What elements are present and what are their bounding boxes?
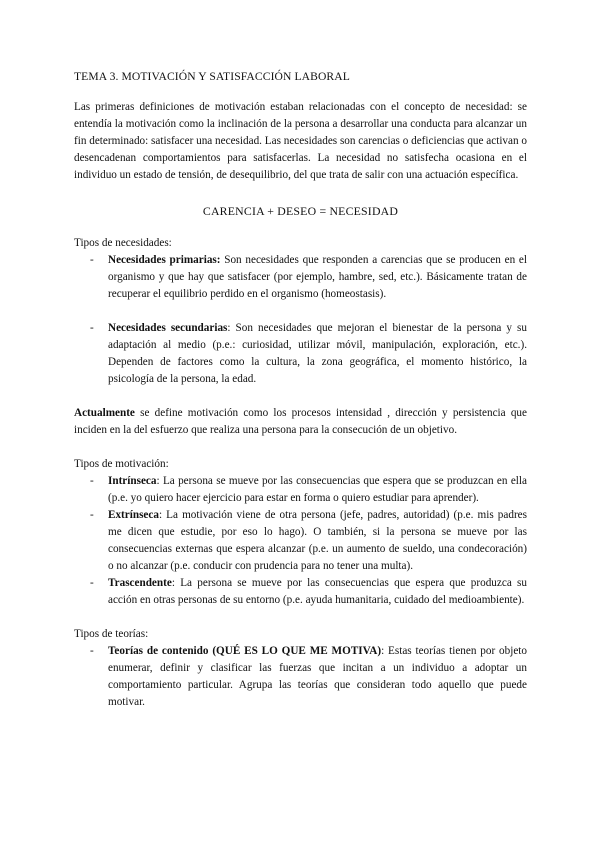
spacer: [74, 609, 527, 626]
item-term: Trascendente: [108, 577, 172, 589]
dash-bullet: -: [90, 322, 94, 334]
theories-list: [74, 643, 527, 711]
list-item: [74, 320, 527, 388]
item-term: Teorías de contenido (QUÉ ES LO QUE ME MOTIVA): [108, 645, 382, 657]
spacer: [74, 439, 527, 456]
list-item: [74, 252, 527, 303]
list-item: [74, 575, 527, 609]
page-title: TEMA 3. MOTIVACIÓN Y SATISFACCIÓN LABORAL: [74, 70, 350, 83]
spacer: [74, 303, 527, 320]
motivation-heading: Tipos de motivación:: [74, 458, 169, 470]
item-text: : Son necesidades que mejoran el bienestar de la persona y su adaptación al medio (p.e.: curiosidad, utilizar móvil, manipulación, exploración, etc.). Dependen de factores como la cultura, la zona geográfica, el momento histórico, la psicología de la persona, la edad.: [108, 322, 527, 385]
definition-text: se define motivación como los procesos intensidad , dirección y persistencia que inciden en la del esfuerzo que realiza una persona para la consecución de un objetivo.: [74, 407, 527, 436]
intro-paragraph: Las primeras definiciones de motivación estaban relacionadas con el concepto de necesidad: se entendía la motivación como la inclinación de la persona a desarrollar una conducta para alcanzar un fin determinado: satisfacer una necesidad. Las necesidades son carencias o deficiencias que activan o desencadenan comportamientos para satisfacerlas. La necesidad no satisfecha ocasiona en el individuo un estado de tensión, de desequilibrio, del que trata de salir con una actuación específica.: [74, 101, 527, 181]
needs-heading: Tipos de necesidades:: [74, 237, 172, 249]
dash-bullet: -: [90, 254, 94, 266]
item-term: Necesidades primarias:: [108, 254, 221, 266]
item-text: : Estas teorías tienen por objeto enumerar, definir y clasificar las fuerzas que incitan a un individuo a adoptar un comportamiento particular. Agrupa las teorías que consideran todo aquello que puede motivar.: [108, 645, 527, 708]
item-text: : La motivación viene de otra persona (jefe, padres, autoridad) (p.e. mis padres me dicen que estudie, por eso lo hago). O también, si la persona se mueve por las consecuencias externas que espera alcanzar (p.e. un aumento de sueldo, una condecoración) o no alcanzar (p.e. conducir con prudencia para no tener una multa).: [108, 509, 527, 572]
dash-bullet: -: [90, 509, 94, 521]
list-item: [74, 473, 527, 507]
item-term: Intrínseca: [108, 475, 157, 487]
list-item: [74, 507, 527, 575]
dash-bullet: -: [90, 475, 94, 487]
theories-heading: Tipos de teorías:: [74, 628, 149, 640]
item-text: : La persona se mueve por las consecuencias que espera que produzca su acción en otras personas de su entorno (p.e. ayuda humanitaria, cuidado del medioambiente).: [108, 577, 527, 606]
spacer: [74, 388, 527, 405]
item-term: Necesidades secundarias: [108, 322, 228, 334]
motivation-list: [74, 473, 527, 609]
dash-bullet: -: [90, 577, 94, 589]
item-text: : La persona se mueve por las consecuencias que espera que se produzcan en ella (p.e. yo quiero hacer ejercicio para estar en forma o quiero estudiar para aprender).: [108, 475, 527, 504]
dash-bullet: -: [90, 645, 94, 657]
need-formula: CARENCIA + DESEO = NECESIDAD: [202, 204, 399, 218]
needs-list: [74, 252, 527, 388]
item-term: Extrínseca: [108, 509, 159, 521]
definition-paragraph: [74, 405, 527, 439]
item-text: Son necesidades que responden a carencias que se producen en el organismo y que hay que satisfacer (por ejemplo, hambre, sed, etc.). Básicamente tratan de recuperar el equilibrio perdido en el organismo (homeostasis).: [108, 254, 527, 300]
list-item: [74, 643, 527, 711]
definition-term: Actualmente: [74, 407, 135, 419]
